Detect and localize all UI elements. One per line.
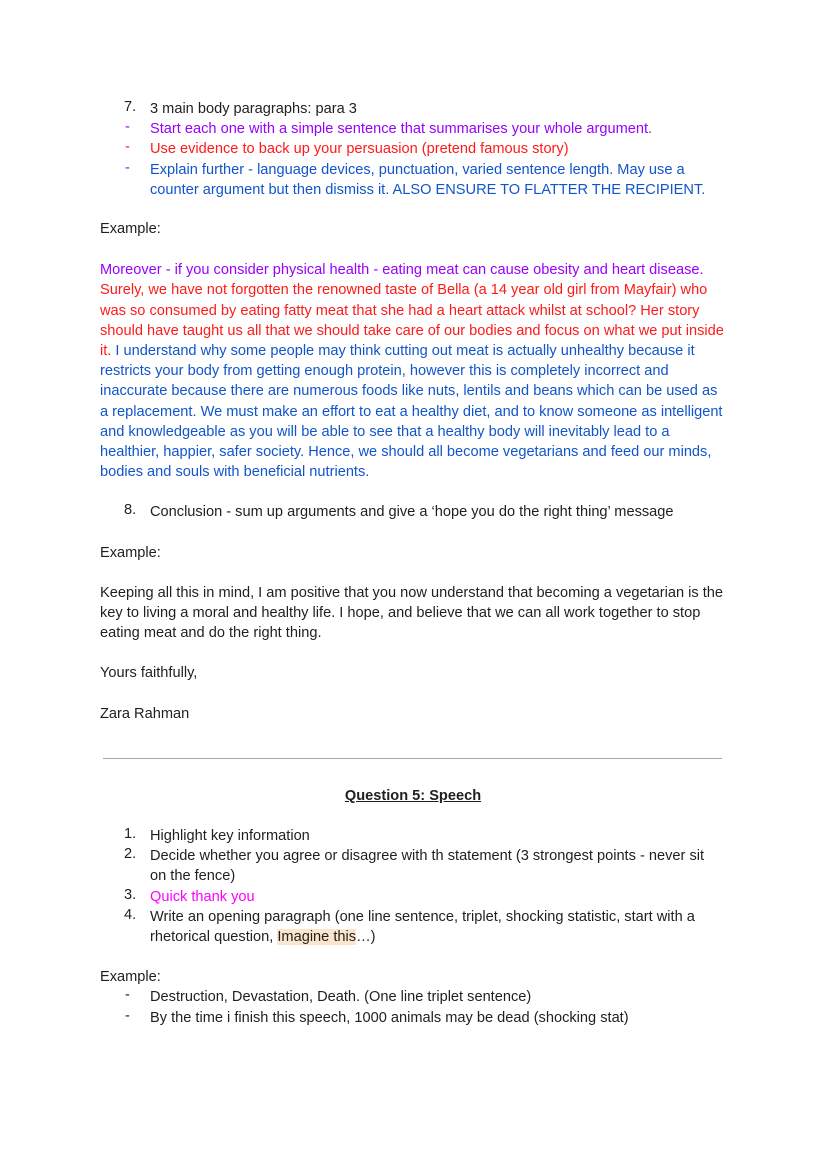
bullet-explain	[100, 160, 740, 200]
speech-step-4	[100, 907, 740, 947]
dash-marker: -	[125, 119, 130, 136]
dash-marker: -	[125, 987, 130, 1004]
example-text: Destruction, Devastation, Death. (One line triplet sentence)	[150, 989, 532, 1006]
speech-step-1	[100, 826, 740, 846]
list-item-7	[100, 99, 740, 119]
example-label: Example:	[100, 544, 161, 561]
dash-marker: -	[125, 1007, 130, 1024]
step-text: Quick thank you	[150, 888, 255, 905]
dash-marker: -	[125, 159, 130, 176]
speech-step-3	[100, 887, 740, 907]
example-explanation: I understand why some people may think cutting out meat is actually unhealthy because it restricts your body from getting enough protein, however this is completely incorrect and inaccurate because there are numerous foods like nuts, lentils and beans which can be used as a replacement. We must make an effort to eat a healthy diet, and to know someone as intelligent and knowledgeable as you will be able to see that a healthy body will inevitably lead to a healthier, happier, safer society. Hence, we should all become vegetarians and feed our minds, bodies and souls with beneficial nutrients.	[100, 343, 723, 481]
speech-example-1	[100, 987, 740, 1007]
example-label: Example:	[100, 969, 161, 986]
example-paragraph-body	[100, 260, 728, 482]
step-text-before: Write an opening paragraph (one line sentence, triplet, shocking statistic, start with a rhetorical question,	[150, 908, 695, 946]
speech-step-2	[100, 846, 740, 886]
list-item-text: Conclusion - sum up arguments and give a ‘hope you do the right thing’ message	[150, 504, 674, 521]
dash-marker: -	[125, 139, 130, 156]
step-text-after: …)	[356, 929, 376, 946]
signature: Zara Rahman	[100, 705, 190, 722]
step-text	[150, 907, 725, 947]
list-number: 1.	[124, 826, 137, 843]
bullet-evidence	[100, 139, 740, 159]
list-number: 3.	[124, 886, 137, 903]
example-label: Example:	[100, 221, 161, 238]
list-number: 7.	[124, 99, 137, 115]
document-page	[100, 99, 740, 1028]
bullet-text: Use evidence to back up your persuasion (pretend famous story)	[150, 141, 569, 158]
list-number: 8.	[124, 502, 137, 519]
list-number: 4.	[124, 906, 137, 923]
speech-example-2	[100, 1008, 740, 1028]
conclusion-example: Keeping all this in mind, I am positive that you now understand that becoming a vegetarian is the key to living a moral and healthy life. I hope, and believe that we can all work together to stop eating meat and do the right thing.	[100, 584, 724, 642]
example-evidence: Surely, we have not forgotten the renowned taste of Bella (a 14 year old girl from Mayfair) who was so consumed by eating fatty meat that she had a heart attack whilst at school? Her story should have taught us all that we should take care of our bodies and focus on what we put inside it.	[100, 282, 724, 360]
bullet-text: Explain further - language devices, punctuation, varied sentence length. May use a counter argument but then dismiss it. ALSO ENSURE TO FLATTER THE RECIPIENT.	[150, 161, 706, 198]
example-text: By the time i finish this speech, 1000 animals may be dead (shocking stat)	[150, 1009, 629, 1026]
bullet-start-sentence	[100, 119, 740, 139]
list-item-text: 3 main body paragraphs: para 3	[150, 101, 357, 117]
highlighted-phrase: Imagine this	[277, 929, 357, 946]
list-number: 2.	[124, 846, 137, 863]
signoff: Yours faithfully,	[100, 665, 198, 682]
step-text: Decide whether you agree or disagree with th statement (3 strongest points - never sit on the fence)	[150, 848, 705, 885]
list-item-8	[100, 502, 740, 522]
step-text: Highlight key information	[150, 828, 310, 845]
section-heading: Question 5: Speech	[344, 787, 482, 804]
bullet-text: Start each one with a simple sentence that summarises your whole argument.	[150, 121, 653, 138]
example-topic-sentence: Moreover - if you consider physical health - eating meat can cause obesity and heart disease.	[100, 262, 704, 279]
